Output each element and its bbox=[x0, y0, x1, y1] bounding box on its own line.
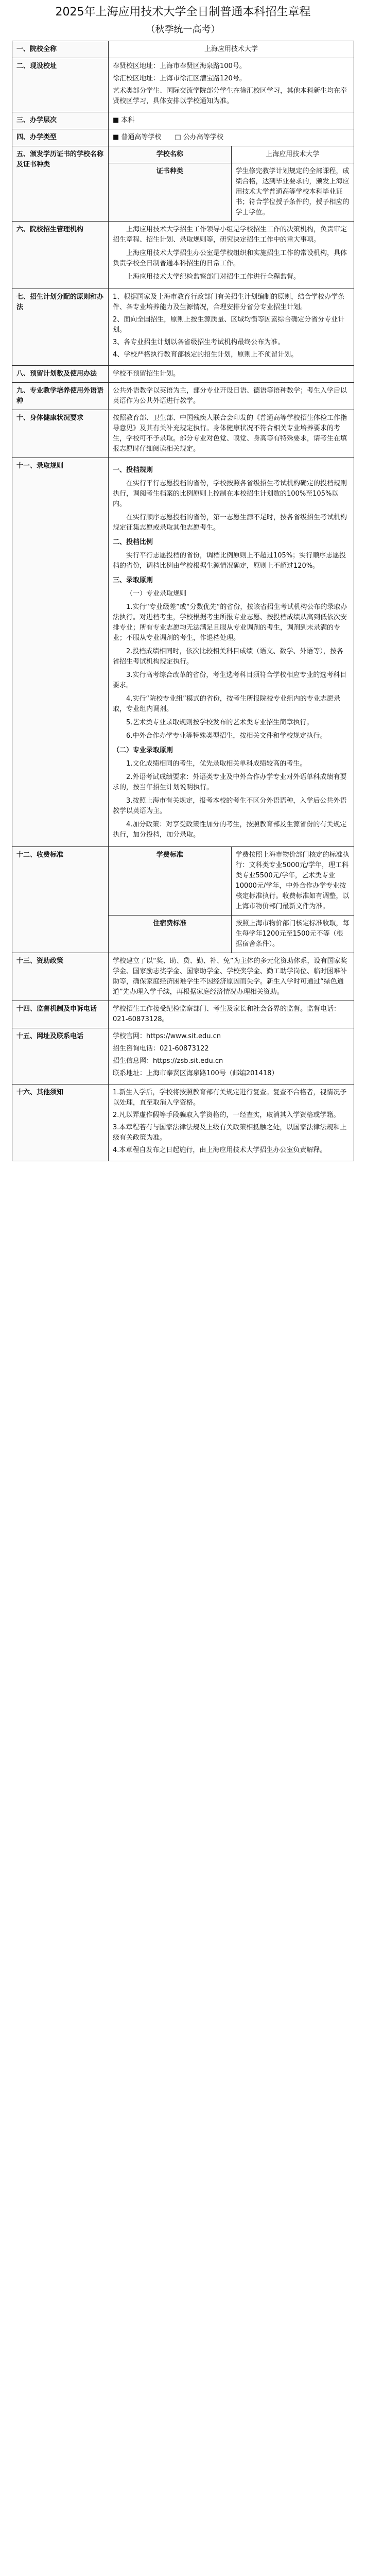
paragraph: 3.按照上海市有关规定，报考本校的考生不区分外语语种，入学后公共外语教学以英语为主。 bbox=[113, 797, 347, 815]
row-level bbox=[12, 112, 354, 129]
row-value bbox=[109, 458, 354, 847]
row-campus bbox=[12, 58, 354, 112]
paragraph: 4.实行“院校专业组”模式的省份，按考生所报院校专业组内的专业志愿录取，专业组内调剂。 bbox=[113, 695, 340, 713]
paragraph: 2.外语考试成绩要求：外语类专业及中外合作办学专业对外语单科成绩有要求的，按当年招生计划说明执行。 bbox=[113, 773, 347, 791]
row-label: 八、预留计划数及使用办法 bbox=[12, 366, 109, 383]
paragraph: 上海应用技术大学招生工作领导小组是学校招生工作的决策机构，负责审定招生章程、招生计划、录取规则等，研究决定招生工作中的重大事项。 bbox=[113, 226, 347, 244]
row-value: ■ 本科 bbox=[109, 112, 354, 129]
paragraph: 6.中外合作办学专业等特殊类型招生，按相关文件和学校规定执行。 bbox=[126, 732, 327, 740]
row-value bbox=[109, 58, 354, 112]
row-contact bbox=[12, 1028, 354, 1084]
row-plan-allocation bbox=[12, 289, 354, 366]
row-value: ■ 普通高等学校 □ 公办高等学校 bbox=[109, 129, 354, 146]
row-label: 九、专业教学培养使用外语语种 bbox=[12, 383, 109, 410]
contact-line: 联系地址：上海市奉贤区海泉路100号（邮编201418） bbox=[113, 1070, 278, 1077]
row-label: 十四、监督机制及申诉电话 bbox=[12, 1001, 109, 1028]
row-label: 六、院校招生管理机构 bbox=[12, 222, 109, 289]
row-value bbox=[109, 1084, 354, 1161]
title-area bbox=[0, 0, 366, 36]
row-value: 上海应用技术大学 bbox=[109, 41, 354, 58]
row-label: 三、办学层次 bbox=[12, 112, 109, 129]
contact-line[interactable]: 招生信息网：https://zsb.sit.edu.cn bbox=[113, 1057, 223, 1065]
paragraph: 1.文化成绩相同的考生，优先录取相关单科成绩较高的考生。 bbox=[126, 760, 307, 768]
paragraph: （一）专业录取规则 bbox=[126, 590, 187, 598]
sub-label: 学校名称 bbox=[109, 146, 232, 163]
row-value bbox=[109, 1028, 354, 1084]
row-value: 学校不预留招生计划。 bbox=[109, 366, 354, 383]
paragraph: 4.加分政策：对享受政策性加分的考生，按照教育部及生源省份的有关规定执行，加分投档，加分录取。 bbox=[113, 821, 347, 839]
row-value: 按照教育部、卫生部、中国残疾人联合会印发的《普通高等学校招生体检工作指导意见》及其有关补充规定执行。身体健康状况不符合相关专业培养要求的考生，学校可不予录取。部分专业对色觉、嗅觉、身高等有特殊要求，请考生在填报志愿时仔细阅读相关规定。 bbox=[109, 410, 354, 458]
row-label: 十五、网址及联系电话 bbox=[12, 1028, 109, 1084]
row-value bbox=[109, 222, 354, 289]
row-value: 学校招生工作接受纪检监察部门、考生及家长和社会各界的监督。监督电话：021-60873128。 bbox=[109, 1001, 354, 1028]
row-value: 公共外语教学以英语为主，部分专业开设日语、德语等语种教学；考生入学后以英语作为公共外语进行教学。 bbox=[109, 383, 354, 410]
row-label: 一、院校全称 bbox=[12, 41, 109, 58]
row-label: 五、颁发学历证书的学校名称及证书种类 bbox=[12, 146, 109, 222]
page-title: 2025年上海应用技术大学全日制普通本科招生章程 bbox=[55, 6, 311, 19]
row-label: 十六、其他须知 bbox=[12, 1084, 109, 1161]
paragraph: 在实行顺序志愿投档的省份，第一志愿生源不足时，按各省级招生考试机构规定征集志愿或录取其他志愿考生。 bbox=[113, 514, 347, 532]
page-subtitle: （秋季统一高考） bbox=[146, 24, 220, 35]
paragraph: 上海应用技术大学招生办公室是学校组织和实施招生工作的常设机构，具体负责学校全日制普通本科招生的日常工作。 bbox=[113, 249, 347, 267]
row-type bbox=[12, 129, 354, 146]
row-admissions-office bbox=[12, 222, 354, 289]
paragraph: 在实行平行志愿投档的省份，学校按照各省级招生考试机构确定的投档规则执行，调阅考生档案的比例原则上控制在本校招生计划数的100%至105%以内。 bbox=[113, 480, 347, 508]
row-notes bbox=[12, 1084, 354, 1161]
paragraph: 5.艺术类专业录取规则按学校发布的艺术类专业招生简章执行。 bbox=[126, 719, 313, 726]
contact-line: 招生咨询电话：021-60873122 bbox=[113, 1045, 209, 1053]
row-health bbox=[12, 410, 354, 458]
row-supervision bbox=[12, 1001, 354, 1028]
paragraph: 1、根据国家及上海市教育行政部门有关招生计划编制的原则，结合学校办学条件、各专业培养能力及生源情况，合理安排分省分专业招生计划。 bbox=[113, 293, 345, 311]
row-label: 二、现设校址 bbox=[12, 58, 109, 112]
row-label: 十二、收费标准 bbox=[12, 847, 109, 953]
paragraph: 上海应用技术大学纪检监察部门对招生工作进行全程监督。 bbox=[126, 273, 301, 281]
paragraph: 3.实行高考综合改革的省份，考生选考科目须符合学校相应专业的选考科目要求。 bbox=[113, 671, 347, 689]
campus-line: 奉贤校区地址：上海市奉贤区海泉路100号。 bbox=[113, 62, 246, 70]
sub-value: 上海应用技术大学 bbox=[231, 146, 354, 163]
note-line: 1.新生入学后，学校将按照教育部有关规定进行复查。复查不合格者，视情况予以处理，直至取消入学资格。 bbox=[113, 1089, 347, 1107]
section-title: （二）专业录取原则 bbox=[113, 747, 173, 754]
sub-label: 住宿费标准 bbox=[109, 916, 232, 953]
row-aid bbox=[12, 953, 354, 1001]
section-title: 三、录取原则 bbox=[113, 577, 153, 584]
section-title: 一、投档规则 bbox=[113, 466, 153, 474]
row-certificate-school bbox=[12, 146, 354, 163]
row-label: 十、身体健康状况要求 bbox=[12, 410, 109, 458]
row-label: 七、招生计划分配的原则和办法 bbox=[12, 289, 109, 366]
regulation-table bbox=[12, 41, 354, 1161]
row-language bbox=[12, 383, 354, 410]
row-value: 学校建立了以“奖、助、贷、勤、补、免”为主体的多元化资助体系，设有国家奖学金、国家励志奖学金、国家助学金、学校奖学金、勤工助学岗位、临时困难补助等，确保家庭经济困难学生不因经济原因而失学。新生入学时可通过“绿色通道”先办理入学手续，再根据家庭经济情况办理相关资助。 bbox=[109, 953, 354, 1001]
row-label: 十一、录取规则 bbox=[12, 458, 109, 847]
row-admission-rules bbox=[12, 458, 354, 847]
sub-value: 按照上海市物价部门核定标准收取，每生每学年1200元至1500元不等（根据宿舍条件）。 bbox=[231, 916, 354, 953]
row-reserved-plan bbox=[12, 366, 354, 383]
row-label: 四、办学类型 bbox=[12, 129, 109, 146]
paragraph: 3、各专业招生计划以各省级招生考试机构最终公布为准。 bbox=[113, 338, 285, 346]
note-line: 2.凡以弄虚作假等手段骗取入学资格的，一经查实，取消其入学资格或学籍。 bbox=[113, 1111, 340, 1119]
paragraph: 1.实行“专业级差”或“分数优先”的省份，按该省招生考试机构公布的录取办法执行。对进档考生，学校根据考生所报专业志愿、按投档成绩从高到低依次安排专业；所有专业志愿均无法满足且服从专业调剂的考生，调剂到未录满的专业；不服从专业调剂的考生，作退档处理。 bbox=[113, 603, 347, 642]
note-line: 4.本章程自发布之日起施行，由上海应用技术大学招生办公室负责解释。 bbox=[113, 1146, 327, 1154]
paragraph: 4、学校严格执行教育部核定的招生计划，原则上不预留计划。 bbox=[113, 351, 298, 359]
sub-label: 学费标准 bbox=[109, 847, 232, 916]
row-value bbox=[109, 289, 354, 366]
campus-line: 徐汇校区地址：上海市徐汇区漕宝路120号。 bbox=[113, 75, 246, 82]
row-fee-tuition bbox=[12, 847, 354, 916]
paragraph: 2、面向全国招生，原则上按生源质量、区域均衡等因素综合确定分省分专业计划。 bbox=[113, 316, 345, 334]
paragraph: 2.投档成绩相同时，依次比较相关科目成绩（语文、数学、外语等），按各省招生考试机构规定执行。 bbox=[113, 648, 343, 666]
row-school-name bbox=[12, 41, 354, 58]
campus-line: 艺术类部分学生、国际交流学院部分学生在徐汇校区学习，其他本科新生均在奉贤校区学习，具体安排以学校通知为准。 bbox=[113, 87, 347, 105]
sub-value: 学费按照上海市物价部门核定的标准执行：文科类专业5000元/学年，理工科类专业5500元/学年，艺术类专业10000元/学年，中外合作办学专业按核定标准执行。收费标准如有调整，以上海市物价部门最新文件为准。 bbox=[231, 847, 354, 916]
paragraph: 实行平行志愿投档的省份，调档比例原则上不超过105%；实行顺序志愿投档的省份，调档比例由学校根据生源情况确定，原则上不超过120%。 bbox=[113, 552, 346, 570]
sub-value: 学生修完教学计划规定的全部课程，成绩合格，达到毕业要求的，颁发上海应用技术大学普通高等学校本科毕业证书；符合学位授予条件的，授予相应的学士学位。 bbox=[231, 163, 354, 222]
sub-label: 证书种类 bbox=[109, 163, 232, 222]
contact-line[interactable]: 学校官网：https://www.sit.edu.cn bbox=[113, 1032, 221, 1040]
section-title: 二、投档比例 bbox=[113, 538, 153, 546]
row-label: 十三、资助政策 bbox=[12, 953, 109, 1001]
note-line: 3.本章程若有与国家法律法规及上级有关政策相抵触之处，以国家法律法规和上级有关政策为准。 bbox=[113, 1124, 347, 1142]
